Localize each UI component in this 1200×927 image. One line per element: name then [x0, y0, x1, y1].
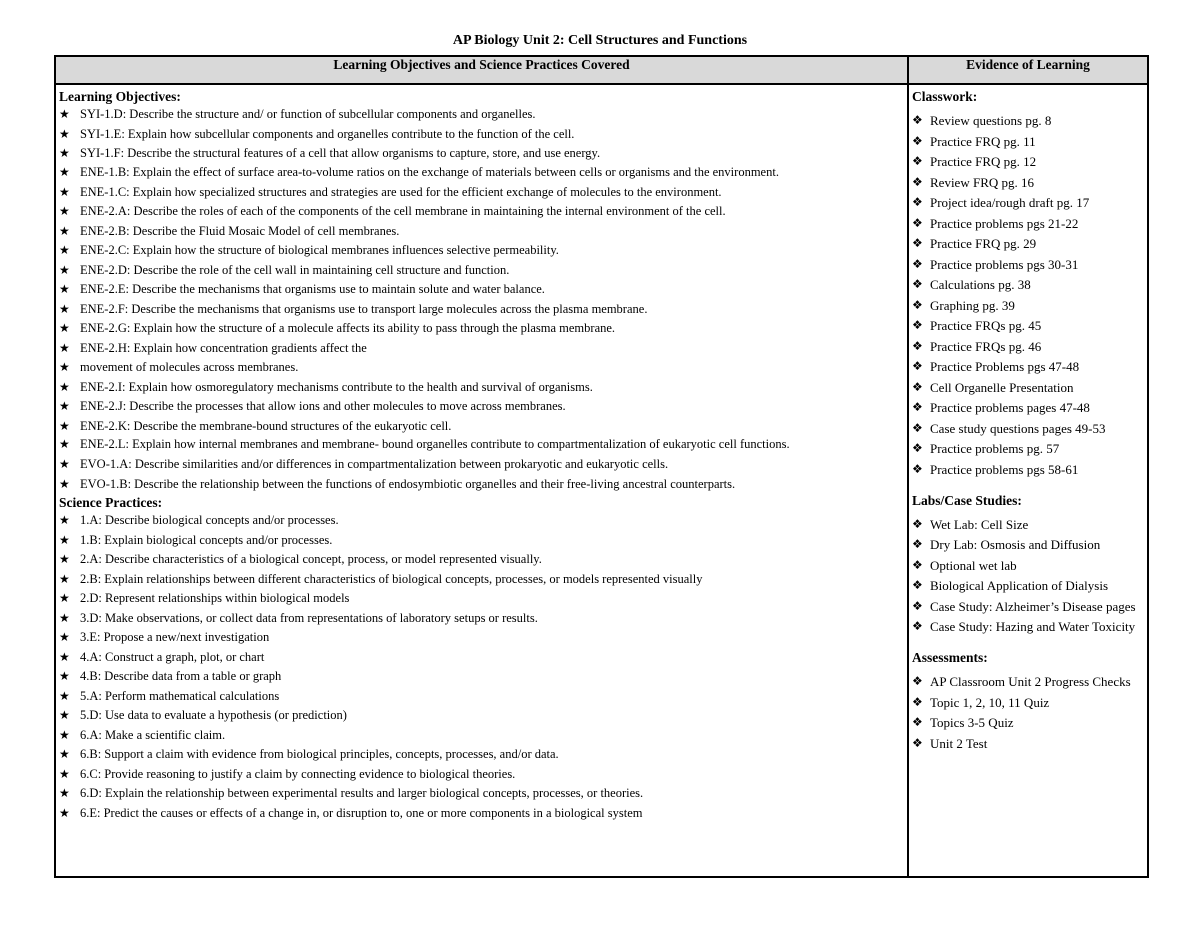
list-item: ❖ Topics 3-5 Quiz	[912, 714, 1145, 731]
list-item: ★ 6.A: Make a scientific claim.	[59, 726, 905, 746]
list-item: ❖ AP Classroom Unit 2 Progress Checks	[912, 673, 1145, 690]
learning-objectives-heading: Learning Objectives:	[59, 89, 181, 104]
list-item: ★ ENE-2.H: Explain how concentration gradients affect the	[59, 339, 905, 359]
classwork-section	[912, 88, 1145, 478]
list-item: ❖ Cell Organelle Presentation	[912, 379, 1145, 396]
list-item: ❖ Case study questions pages 49-53	[912, 420, 1145, 437]
list-item: ❖ Case Study: Alzheimer’s Disease pages	[912, 598, 1145, 615]
labs-list	[912, 516, 1145, 636]
list-item: ❖ Practice problems pgs 30-31	[912, 256, 1145, 273]
list-item: ❖ Review FRQ pg. 16	[912, 174, 1145, 191]
list-item: ★ ENE-1.C: Explain how specialized structures and strategies are used for the efficient exchange of molecules to the environment.	[59, 183, 905, 203]
list-item: ❖ Practice problems pgs 21-22	[912, 215, 1145, 232]
objectives-cell	[55, 84, 908, 877]
list-item: ★ 5.A: Perform mathematical calculations	[59, 687, 905, 707]
list-item: ❖ Practice FRQs pg. 46	[912, 338, 1145, 355]
list-item: ★ ENE-2.G: Explain how the structure of a molecule affects its ability to pass through the plasma membrane.	[59, 319, 905, 339]
left-column-header: Learning Objectives and Science Practices Covered	[55, 56, 908, 84]
list-item: ★ 5.D: Use data to evaluate a hypothesis (or prediction)	[59, 706, 905, 726]
list-item: ★ ENE-2.I: Explain how osmoregulatory mechanisms contribute to the health and survival of organisms.	[59, 378, 905, 398]
classwork-heading: Classwork:	[912, 89, 978, 104]
science-practices-list	[59, 511, 905, 823]
learning-objectives-list	[59, 105, 905, 494]
list-item: ❖ Practice problems pg. 57	[912, 440, 1145, 457]
list-item: ❖ Graphing pg. 39	[912, 297, 1145, 314]
list-item: ★ ENE-2.C: Explain how the structure of biological membranes influences selective permeability.	[59, 241, 905, 261]
list-item: ❖ Case Study: Hazing and Water Toxicity	[912, 618, 1145, 635]
list-item: ★ 6.E: Predict the causes or effects of a change in, or disruption to, one or more components in a biological system	[59, 804, 905, 824]
list-item: ❖ Project idea/rough draft pg. 17	[912, 194, 1145, 211]
list-item: ★ 3.E: Propose a new/next investigation	[59, 628, 905, 648]
list-item: ❖ Practice FRQ pg. 29	[912, 235, 1145, 252]
list-item: ★ ENE-2.A: Describe the roles of each of the components of the cell membrane in maintaining the internal environment of the cell.	[59, 202, 905, 222]
labs-section	[912, 492, 1145, 636]
list-item: ❖ Biological Application of Dialysis	[912, 577, 1145, 594]
page-title: AP Biology Unit 2: Cell Structures and Functions	[452, 33, 748, 48]
list-item: ★ 2.D: Represent relationships within biological models	[59, 589, 905, 609]
list-item: ❖ Wet Lab: Cell Size	[912, 516, 1145, 533]
list-item: ❖ Review questions pg. 8	[912, 112, 1145, 129]
list-item: ★ SYI-1.E: Explain how subcellular components and organelles contribute to the function of the cell.	[59, 125, 905, 145]
right-column-header: Evidence of Learning	[908, 56, 1148, 84]
list-item: ❖ Unit 2 Test	[912, 735, 1145, 752]
science-practices-heading: Science Practices:	[59, 495, 163, 510]
list-item: ★ 1.A: Describe biological concepts and/or processes.	[59, 511, 905, 531]
list-item: ★ 6.C: Provide reasoning to justify a claim by connecting evidence to biological theories.	[59, 765, 905, 785]
list-item: ★ 4.A: Construct a graph, plot, or chart	[59, 648, 905, 668]
list-item: ★ 1.B: Explain biological concepts and/or processes.	[59, 531, 905, 551]
list-item: ★ ENE-1.B: Explain the effect of surface area-to-volume ratios on the exchange of materials between cells or organisms and the environment.	[59, 164, 905, 183]
list-item: ❖ Topic 1, 2, 10, 11 Quiz	[912, 694, 1145, 711]
assessments-heading: Assessments:	[912, 650, 988, 665]
list-item: ❖ Practice problems pages 47-48	[912, 399, 1145, 416]
evidence-cell	[908, 84, 1148, 877]
list-item: ★ 2.A: Describe characteristics of a biological concept, process, or model represented visually.	[59, 550, 905, 570]
assessments-list	[912, 673, 1145, 752]
list-item: ★ ENE-2.F: Describe the mechanisms that organisms use to transport large molecules across the plasma membrane.	[59, 300, 905, 320]
list-item: ❖ Dry Lab: Osmosis and Diffusion	[912, 536, 1145, 553]
labs-heading: Labs/Case Studies:	[912, 492, 1022, 508]
list-item: ★ EVO-1.B: Describe the relationship between the functions of endosymbiotic organelles and their free-living ancestral counterparts.	[59, 475, 905, 495]
list-item: ❖ Practice FRQ pg. 12	[912, 153, 1145, 170]
list-item: ★ ENE-2.B: Describe the Fluid Mosaic Model of cell membranes.	[59, 222, 905, 242]
list-item: ❖ Practice Problems pgs 47-48	[912, 358, 1145, 375]
list-item: ❖ Optional wet lab	[912, 557, 1145, 574]
list-item: ★ movement of molecules across membranes.	[59, 358, 905, 378]
list-item: ★ ENE-2.J: Describe the processes that allow ions and other molecules to move across membranes.	[59, 397, 905, 417]
assessments-section	[912, 649, 1145, 752]
list-item: ★ ENE-2.L: Explain how internal membranes and membrane- bound organelles contribute to compartmentalization of eukaryotic cell functions.	[59, 436, 905, 455]
list-item: ❖ Practice FRQs pg. 45	[912, 317, 1145, 334]
list-item: ★ 3.D: Make observations, or collect data from representations of laboratory setups or results.	[59, 609, 905, 629]
list-item: ★ 2.B: Explain relationships between different characteristics of biological concepts, processes, or models represented visually	[59, 570, 905, 590]
list-item: ★ 4.B: Describe data from a table or graph	[59, 667, 905, 687]
list-item: ❖ Practice FRQ pg. 11	[912, 133, 1145, 150]
list-item: ★ EVO-1.A: Describe similarities and/or differences in compartmentalization between prokaryotic and eukaryotic cells.	[59, 455, 905, 475]
list-item: ❖ Calculations pg. 38	[912, 276, 1145, 293]
list-item: ★ SYI-1.F: Describe the structural features of a cell that allow organisms to capture, store, and use energy.	[59, 144, 905, 164]
list-item: ★ ENE-2.E: Describe the mechanisms that organisms use to maintain solute and water balance.	[59, 280, 905, 300]
list-item: ❖ Practice problems pgs 58-61	[912, 461, 1145, 478]
list-item: ★ 6.B: Support a claim with evidence from biological principles, concepts, processes, and/or data.	[59, 745, 905, 765]
list-item: ★ SYI-1.D: Describe the structure and/ or function of subcellular components and organelles.	[59, 105, 905, 125]
unit-table	[54, 55, 1149, 878]
list-item: ★ 6.D: Explain the relationship between experimental results and larger biological concepts, processes, or theories.	[59, 784, 905, 804]
classwork-list	[912, 112, 1145, 478]
list-item: ★ ENE-2.D: Describe the role of the cell wall in maintaining cell structure and function.	[59, 261, 905, 281]
list-item: ★ ENE-2.K: Describe the membrane-bound structures of the eukaryotic cell.	[59, 417, 905, 437]
